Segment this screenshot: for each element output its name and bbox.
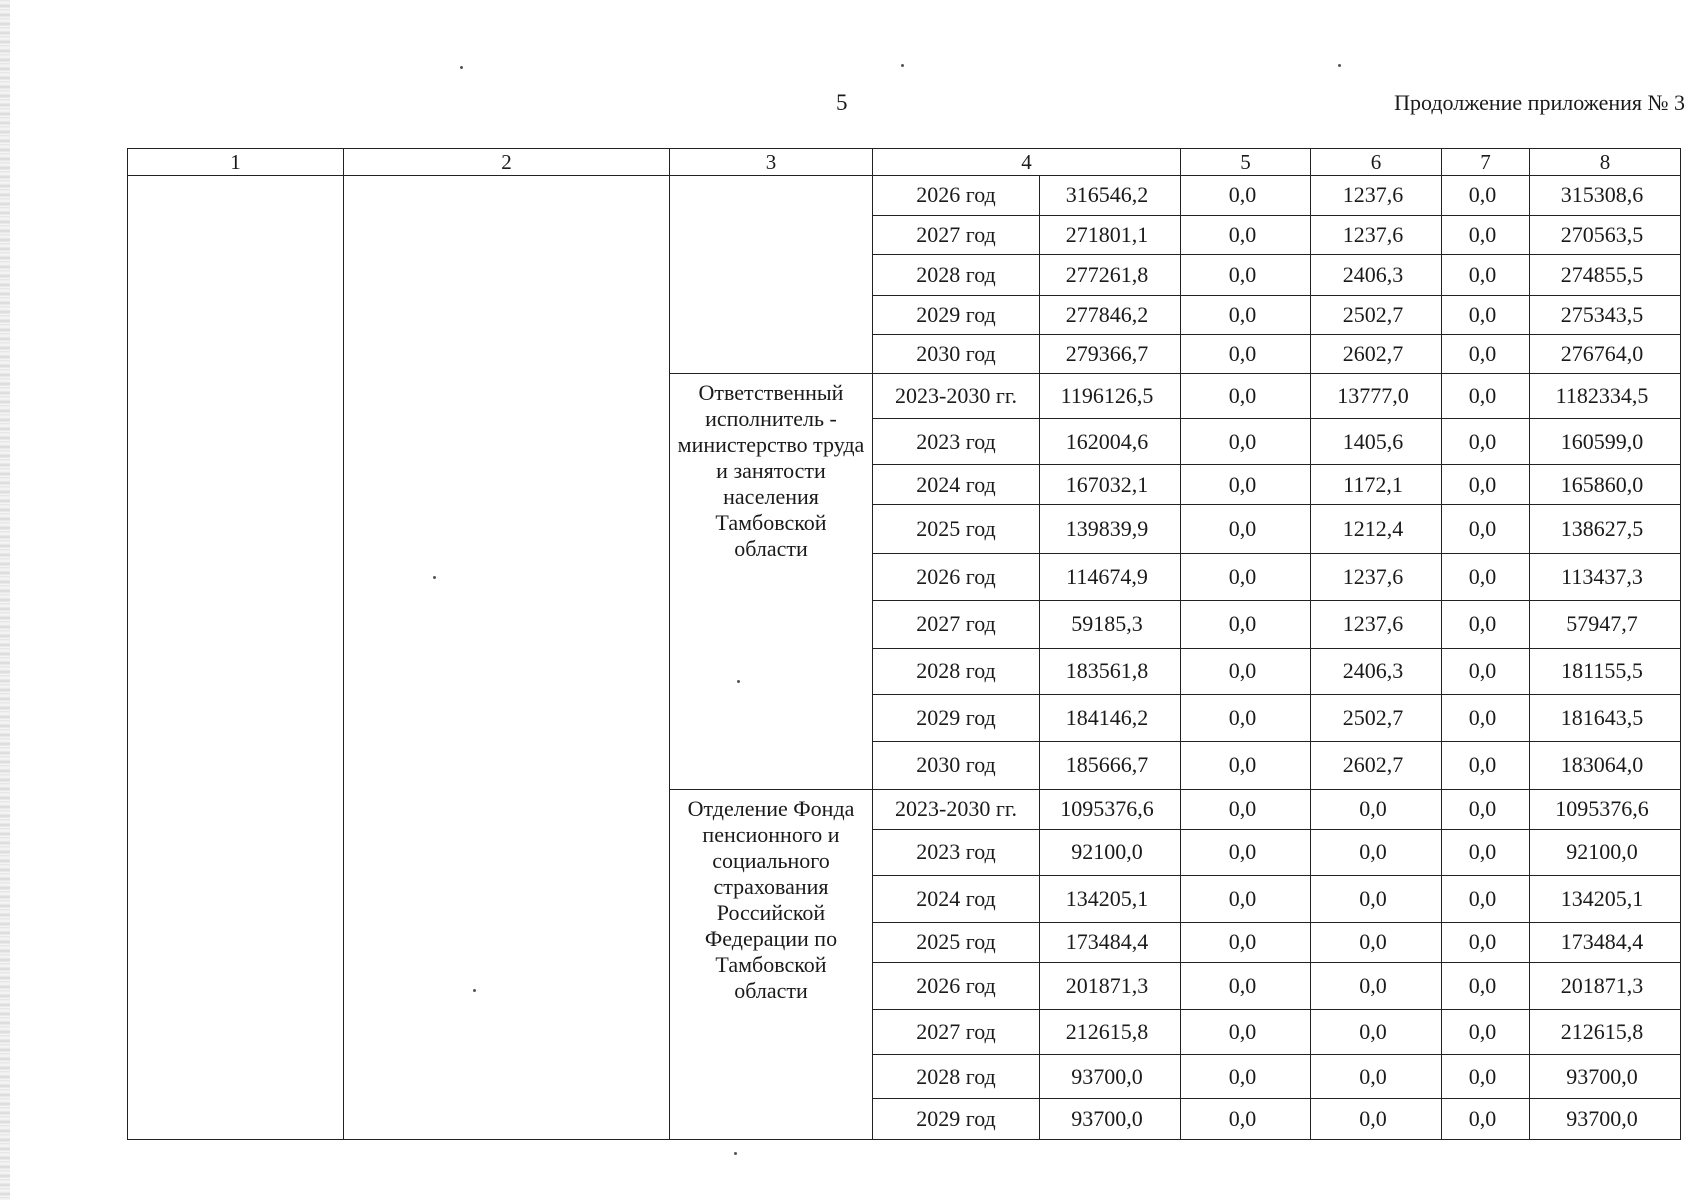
value-cell-total: 114674,9: [1040, 554, 1181, 601]
period-cell: 2028 год: [873, 648, 1040, 695]
value-cell-c5: 0,0: [1181, 1010, 1311, 1054]
column-header: 4: [873, 149, 1181, 176]
column-header: 3: [670, 149, 873, 176]
value-cell-c6: 0,0: [1311, 922, 1442, 962]
period-cell: 2025 год: [873, 504, 1040, 554]
scan-speck: [460, 66, 463, 69]
period-cell: 2026 год: [873, 962, 1040, 1010]
value-cell-c6: 0,0: [1311, 829, 1442, 876]
value-cell-c5: 0,0: [1181, 255, 1311, 295]
column-header: 1: [128, 149, 344, 176]
value-cell-c6: 1237,6: [1311, 176, 1442, 215]
value-cell-c8: 57947,7: [1530, 600, 1681, 648]
period-cell: 2026 год: [873, 554, 1040, 601]
value-cell-c6: 2406,3: [1311, 648, 1442, 695]
scan-speck: [901, 64, 904, 67]
scan-speck: [734, 1152, 737, 1155]
scan-speck: [473, 989, 476, 992]
value-cell-c7: 0,0: [1442, 790, 1530, 829]
value-cell-c5: 0,0: [1181, 176, 1311, 215]
value-cell-c8: 315308,6: [1530, 176, 1681, 215]
value-cell-c8: 93700,0: [1530, 1054, 1681, 1098]
value-cell-c6: 0,0: [1311, 1099, 1442, 1140]
value-cell-c6: 0,0: [1311, 1054, 1442, 1098]
value-cell-c7: 0,0: [1442, 876, 1530, 923]
value-cell-c6: 0,0: [1311, 1010, 1442, 1054]
value-cell-c8: 165860,0: [1530, 465, 1681, 504]
value-cell-c8: 274855,5: [1530, 255, 1681, 295]
period-cell: 2023 год: [873, 418, 1040, 465]
value-cell-total: 277846,2: [1040, 295, 1181, 334]
value-cell-total: 184146,2: [1040, 695, 1181, 742]
value-cell-c5: 0,0: [1181, 295, 1311, 334]
value-cell-c7: 0,0: [1442, 829, 1530, 876]
value-cell-c6: 13777,0: [1311, 374, 1442, 418]
value-cell-c7: 0,0: [1442, 255, 1530, 295]
funding-table: [127, 148, 1681, 1140]
value-cell-c5: 0,0: [1181, 374, 1311, 418]
value-cell-c7: 0,0: [1442, 215, 1530, 254]
value-cell-c5: 0,0: [1181, 962, 1311, 1010]
value-cell-total: 212615,8: [1040, 1010, 1181, 1054]
value-cell-c7: 0,0: [1442, 922, 1530, 962]
value-cell-c8: 181643,5: [1530, 695, 1681, 742]
value-cell-c6: 0,0: [1311, 790, 1442, 829]
value-cell-c7: 0,0: [1442, 374, 1530, 418]
scan-speck: [737, 680, 740, 683]
value-cell-total: 279366,7: [1040, 335, 1181, 374]
value-cell-c6: 1237,6: [1311, 215, 1442, 254]
value-cell-c5: 0,0: [1181, 1054, 1311, 1098]
page-number: 5: [836, 90, 848, 115]
value-cell-c7: 0,0: [1442, 554, 1530, 601]
value-cell-c6: 0,0: [1311, 962, 1442, 1010]
value-cell-c8: 1095376,6: [1530, 790, 1681, 829]
value-cell-c5: 0,0: [1181, 600, 1311, 648]
value-cell-total: 162004,6: [1040, 418, 1181, 465]
value-cell-total: 139839,9: [1040, 504, 1181, 554]
value-cell-c5: 0,0: [1181, 876, 1311, 923]
table-row: [128, 176, 1681, 215]
value-cell-total: 93700,0: [1040, 1054, 1181, 1098]
period-cell: 2025 год: [873, 922, 1040, 962]
value-cell-c7: 0,0: [1442, 295, 1530, 334]
value-cell-total: 134205,1: [1040, 876, 1181, 923]
value-cell-c8: 92100,0: [1530, 829, 1681, 876]
value-cell-c7: 0,0: [1442, 741, 1530, 790]
value-cell-total: 92100,0: [1040, 829, 1181, 876]
value-cell-total: 173484,4: [1040, 922, 1181, 962]
period-cell: 2028 год: [873, 255, 1040, 295]
value-cell-c6: 1172,1: [1311, 465, 1442, 504]
value-cell-c5: 0,0: [1181, 418, 1311, 465]
value-cell-total: 277261,8: [1040, 255, 1181, 295]
value-cell-c5: 0,0: [1181, 554, 1311, 601]
value-cell-c8: 1182334,5: [1530, 374, 1681, 418]
value-cell-c7: 0,0: [1442, 962, 1530, 1010]
value-cell-c7: 0,0: [1442, 335, 1530, 374]
period-cell: 2026 год: [873, 176, 1040, 215]
value-cell-c7: 0,0: [1442, 695, 1530, 742]
period-cell: 2023-2030 гг.: [873, 374, 1040, 418]
column-header: 8: [1530, 149, 1681, 176]
period-cell: 2029 год: [873, 1099, 1040, 1140]
column-header: 2: [344, 149, 670, 176]
value-cell-c5: 0,0: [1181, 741, 1311, 790]
value-cell-c5: 0,0: [1181, 1099, 1311, 1140]
value-cell-c8: 93700,0: [1530, 1099, 1681, 1140]
value-cell-c5: 0,0: [1181, 829, 1311, 876]
value-cell-c5: 0,0: [1181, 215, 1311, 254]
value-cell-total: 185666,7: [1040, 741, 1181, 790]
value-cell-c7: 0,0: [1442, 1010, 1530, 1054]
value-cell-c7: 0,0: [1442, 1054, 1530, 1098]
period-cell: 2029 год: [873, 295, 1040, 334]
period-cell: 2030 год: [873, 335, 1040, 374]
value-cell-c5: 0,0: [1181, 335, 1311, 374]
value-cell-c8: 173484,4: [1530, 922, 1681, 962]
period-cell: 2027 год: [873, 215, 1040, 254]
value-cell-total: 183561,8: [1040, 648, 1181, 695]
period-cell: 2030 год: [873, 741, 1040, 790]
period-cell: 2023 год: [873, 829, 1040, 876]
value-cell-total: 93700,0: [1040, 1099, 1181, 1140]
value-cell-c6: 1405,6: [1311, 418, 1442, 465]
executor-cell: Отделение Фонда пенсионного и социального страхования Российской Федерации по Тамбовской области: [670, 790, 873, 1140]
scan-edge-artifact: [0, 0, 10, 1200]
value-cell-c6: 1237,6: [1311, 554, 1442, 601]
column-header: 6: [1311, 149, 1442, 176]
value-cell-c7: 0,0: [1442, 418, 1530, 465]
period-cell: 2027 год: [873, 1010, 1040, 1054]
value-cell-total: 167032,1: [1040, 465, 1181, 504]
value-cell-c8: 276764,0: [1530, 335, 1681, 374]
value-cell-total: 1196126,5: [1040, 374, 1181, 418]
value-cell-c8: 138627,5: [1530, 504, 1681, 554]
value-cell-c8: 181155,5: [1530, 648, 1681, 695]
value-cell-c5: 0,0: [1181, 504, 1311, 554]
value-cell-c8: 183064,0: [1530, 741, 1681, 790]
value-cell-c5: 0,0: [1181, 465, 1311, 504]
col2-cell: [344, 176, 670, 1140]
value-cell-c6: 1237,6: [1311, 600, 1442, 648]
value-cell-c8: 275343,5: [1530, 295, 1681, 334]
value-cell-total: 59185,3: [1040, 600, 1181, 648]
value-cell-c5: 0,0: [1181, 648, 1311, 695]
value-cell-c5: 0,0: [1181, 695, 1311, 742]
value-cell-c6: 1212,4: [1311, 504, 1442, 554]
table-body: [128, 176, 1681, 1140]
scan-speck: [1338, 64, 1341, 67]
value-cell-total: 201871,3: [1040, 962, 1181, 1010]
value-cell-c6: 2502,7: [1311, 295, 1442, 334]
column-header: 7: [1442, 149, 1530, 176]
executor-cell: Ответственный исполнитель - министерство труда и занятости населения Тамбовской области: [670, 374, 873, 790]
value-cell-c7: 0,0: [1442, 648, 1530, 695]
value-cell-total: 271801,1: [1040, 215, 1181, 254]
value-cell-c5: 0,0: [1181, 922, 1311, 962]
value-cell-c8: 201871,3: [1530, 962, 1681, 1010]
col1-cell: [128, 176, 344, 1140]
column-header: 5: [1181, 149, 1311, 176]
value-cell-c7: 0,0: [1442, 465, 1530, 504]
value-cell-c8: 113437,3: [1530, 554, 1681, 601]
period-cell: 2027 год: [873, 600, 1040, 648]
period-cell: 2023-2030 гг.: [873, 790, 1040, 829]
value-cell-c7: 0,0: [1442, 600, 1530, 648]
value-cell-c8: 270563,5: [1530, 215, 1681, 254]
period-cell: 2024 год: [873, 876, 1040, 923]
value-cell-c7: 0,0: [1442, 1099, 1530, 1140]
value-cell-c8: 212615,8: [1530, 1010, 1681, 1054]
value-cell-c6: 2406,3: [1311, 255, 1442, 295]
value-cell-c6: 2602,7: [1311, 741, 1442, 790]
scan-speck: [433, 576, 436, 579]
value-cell-c5: 0,0: [1181, 790, 1311, 829]
value-cell-c6: 2502,7: [1311, 695, 1442, 742]
value-cell-total: 316546,2: [1040, 176, 1181, 215]
table-header-row: [128, 149, 1681, 176]
value-cell-c8: 160599,0: [1530, 418, 1681, 465]
period-cell: 2029 год: [873, 695, 1040, 742]
appendix-continuation-note: Продолжение приложения № 3: [1394, 90, 1685, 115]
value-cell-c6: 2602,7: [1311, 335, 1442, 374]
value-cell-c7: 0,0: [1442, 504, 1530, 554]
value-cell-c6: 0,0: [1311, 876, 1442, 923]
executor-cell: [670, 176, 873, 374]
period-cell: 2024 год: [873, 465, 1040, 504]
value-cell-c8: 134205,1: [1530, 876, 1681, 923]
value-cell-total: 1095376,6: [1040, 790, 1181, 829]
period-cell: 2028 год: [873, 1054, 1040, 1098]
value-cell-c7: 0,0: [1442, 176, 1530, 215]
